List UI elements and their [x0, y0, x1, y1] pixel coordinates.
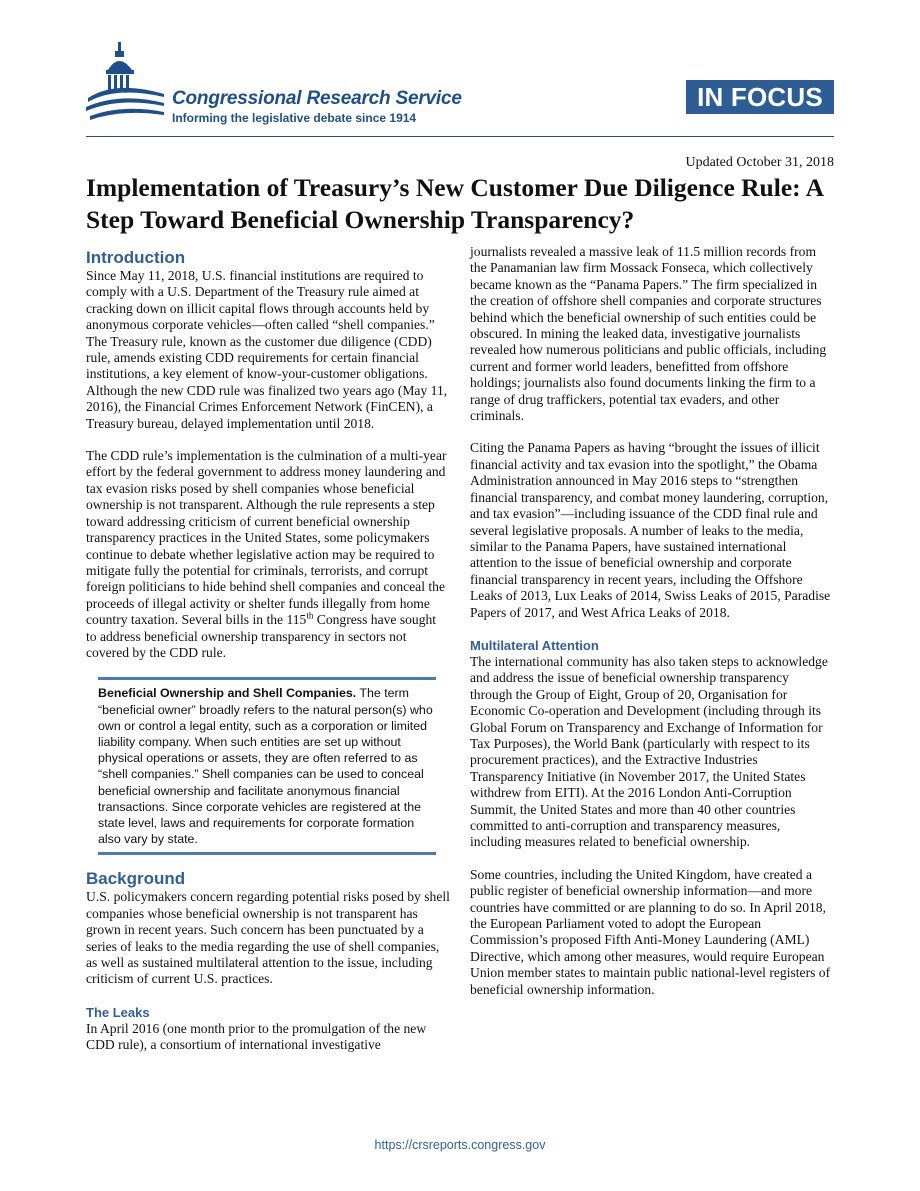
page-title: Implementation of Treasury’s New Customer Due Diligence Rule: A Step Toward Beneficial Ownership Transparency? [86, 173, 823, 234]
in-focus-badge: IN FOCUS [686, 80, 834, 114]
intro-paragraph-2 [86, 448, 450, 661]
intro-paragraph-2-tail: Congress have sought to address beneficial ownership transparency in sectors not covered by the CDD rule. [86, 612, 437, 660]
multilateral-paragraph: The international community has also taken steps to acknowledge and address the issue of beneficial ownership transparency through the Group of Eight, Group of 20, Organisation for Economic Co-operation and Development (including through its Global Forum on Transparency and Exchange of Information for Tax Purposes), the World Bank (particularly with respect to its procurement practices), and the Extractive Industries Transparency Initiative (in November 2017, the United States withdrew from EITI). At the 2016 London Anti-Corruption Summit, the United States and more than 40 other countries committed to anti-corruption and transparency measures, including measures related to beneficial ownership. [470, 653, 828, 850]
report-header [86, 40, 834, 137]
footer-link[interactable]: https://crsreports.congress.gov [374, 1138, 546, 1152]
heading-introduction: Introduction [86, 248, 186, 267]
sidebar-box [98, 677, 436, 855]
org-tagline: Informing the legislative debate since 1914 [172, 111, 417, 125]
registers-paragraph: Some countries, including the United Kingdom, have created a public register of beneficial ownership information—and more countries have committed or are planning to do so. In April 2018, the European Parliament voted to adopt the European Commission’s proposed Fifth Anti-Money Laundering (AML) Directive, which among other measures, would require European Union member states to maintain public national-level registers of beneficial ownership information. [470, 866, 831, 997]
org-name: Congressional Research Service [172, 88, 462, 109]
panama-papers-paragraph: Citing the Panama Papers as having “brought the issues of illicit financial activity and tax evasion into the spotlight,” the Obama Administration announced in May 2016 steps to “strengthen financial transparency, and combat money laundering, corruption, and tax evasion”—including issuance of the CDD final rule and several legislative proposals. A number of leaks to the media, similar to the Panama Papers, have sustained international attention to the issue of beneficial ownership and corporate financial transparency in recent years, including the Offshore Leaks of 2013, Lux Leaks of 2014, Swiss Leaks of 2015, Paradise Papers of 2017, and West Africa Leaks of 2018. [470, 440, 831, 620]
leaks-paragraph: In April 2016 (one month prior to the promulgation of the new CDD rule), a consortium of international investigative [86, 1020, 427, 1053]
heading-the-leaks: The Leaks [86, 1004, 150, 1020]
heading-background: Background [86, 869, 186, 889]
intro-paragraph-2-text: The CDD rule’s implementation is the culmination of a multi-year effort by the federal government to address money laundering and tax evasion risks posed by shell companies whose beneficial ownership is not transparent. Although the rule represents a step toward addressing criticism of current beneficial ownership transparency practices in the United States, some policymakers continue to debate whether legislative action may be required to mitigate fully the potential for criminals, terrorists, and corrupt foreign politicians to hide behind shell companies and conceal the proceeds of illegal activity or shelter funds illegally from home country taxation. Several bills in the 115 [86, 448, 447, 628]
sidebar-lead: Beneficial Ownership and Shell Companies. [98, 686, 357, 701]
right-column [470, 244, 834, 1014]
ordinal-suffix: th [306, 610, 314, 621]
left-column [86, 244, 450, 1070]
sidebar-body: The term “beneficial owner” broadly refers to the natural person(s) who own or control a legal entity, such as a corporation or limited liability company. When such entities are set up without physical operations or assets, they are often referred to as “shell companies.” Shell companies can be used to conceal beneficial ownership and facilitate anonymous financial transactions. Since corporate vehicles are registered at the state level, laws and requirements for corporate formation also vary by state. [98, 686, 433, 847]
background-paragraph: U.S. policymakers concern regarding potential risks posed by shell companies whose beneficial ownership is not transparent has grown in recent years. Such concern has been punctuated by a series of leaks to the media regarding the use of shell companies, as well as sustained multilateral attention to the issue, including criticism of current U.S. practices. [86, 889, 450, 987]
updated-date: Updated October 31, 2018 [685, 155, 834, 170]
intro-paragraph-1: Since May 11, 2018, U.S. financial institutions are required to comply with a U.S. Department of the Treasury rule aimed at cracking down on illicit capital flows through accounts held by anonymous corporate vehicles—often called “shell companies.” The Treasury rule, known as the customer due diligence (CDD) rule, amends existing CDD requirements for certain financial institutions, a key element of know-your-customer obligations. Although the new CDD rule was finalized two years ago (May 11, 2016), the Financial Crimes Enforcement Network (FinCEN), a Treasury bureau, delayed implementation until 2018. [86, 268, 448, 431]
heading-multilateral-attention: Multilateral Attention [470, 637, 599, 653]
leaks-continued-paragraph: journalists revealed a massive leak of 11.5 million records from the Panamanian law firm Mossack Fonseca, which collectively became known as the “Panama Papers.” The firm specialized in the creation of offshore shell companies and corporate structures behind which the beneficial ownership of such entities could be obscured. In mining the leaked data, investigative journalists revealed how numerous politicians and public officials, including current and former world leaders, benefitted from offshore holdings; journalists also found documents linking the firm to a range of drug traffickers, potential tax evaders, and other criminals. [470, 244, 827, 424]
capitol-dome-icon [86, 40, 166, 130]
